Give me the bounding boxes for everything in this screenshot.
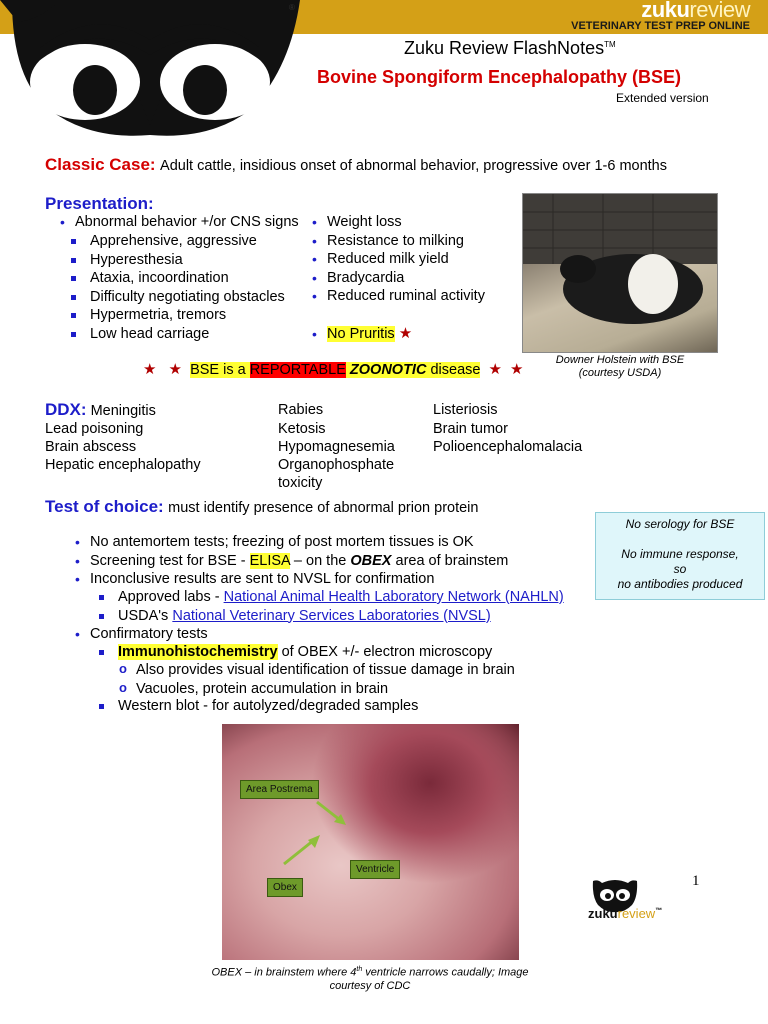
table-cell: Brain abscess — [45, 439, 137, 455]
note-spacer — [596, 532, 764, 547]
b2-pre: Screening test for BSE - — [90, 552, 246, 569]
ihc-text: Immunohistochemistry — [118, 644, 278, 660]
nvsl-link[interactable]: National Veterinary Services Laboratories (NVSL) — [172, 607, 491, 624]
brand-block — [571, 0, 750, 33]
table-cell — [45, 401, 278, 420]
table-cell: Polioencephalomalacia — [433, 439, 583, 455]
table-cell: Organophosphate toxicity — [278, 457, 395, 491]
list-item: • Reduced ruminal activity — [327, 287, 517, 306]
caption-line: (courtesy USDA) — [578, 367, 662, 379]
classic-case-text: Adult cattle, insidious onset of abnormal behavior, progressive over 1-6 months — [160, 158, 668, 174]
list-item: o Vacuoles, protein accumulation in brain — [136, 680, 586, 699]
list-item: • No antemortem tests; freezing of post mortem tissues is OK — [90, 533, 590, 552]
footer-zuku: zuku — [588, 906, 618, 921]
list-item — [90, 552, 590, 571]
reportable-part4: disease — [430, 362, 481, 378]
registered-mark: ® — [289, 3, 295, 12]
note-line: No immune response, — [621, 547, 739, 561]
note-line: No serology for BSE — [625, 517, 735, 531]
footer-review: review — [617, 906, 656, 921]
list-item — [118, 588, 598, 607]
label-area-postrema: Area Postrema — [240, 780, 319, 799]
elisa-text: ELISA — [249, 552, 290, 569]
caption2-post: ventricle narrows caudally; Image — [365, 966, 529, 979]
star-icon: ★ — [510, 361, 524, 378]
note-line: so — [673, 562, 687, 576]
star-icon: ★ — [143, 361, 157, 378]
brand-logo — [571, 0, 750, 20]
star-icon: ★ — [488, 361, 502, 378]
brand-zuku: zuku — [641, 0, 690, 22]
ddx-section — [45, 401, 582, 492]
star-icon: ★ — [398, 325, 413, 342]
list-item: Difficulty negotiating obstacles — [90, 288, 320, 307]
caption-line: Downer Holstein with BSE — [555, 354, 685, 366]
confirm-sub-list — [118, 643, 588, 662]
ddx-table — [45, 401, 582, 492]
b3a-pre: Approved labs - — [118, 589, 220, 605]
label-ventricle: Ventricle — [350, 860, 400, 879]
presentation-sub-list — [90, 232, 320, 343]
classic-case — [45, 155, 667, 176]
footer-brand — [588, 906, 662, 921]
list-item: Western blot - for autolyzed/degraded samples — [118, 697, 568, 716]
test-text: must identify presence of abnormal prion protein — [168, 500, 479, 516]
list-item: • Abnormal behavior +/or CNS signs — [75, 213, 315, 232]
presentation-left-list — [75, 213, 315, 232]
caption2-sup: th — [356, 966, 363, 973]
b2-mid: – on the — [293, 552, 347, 569]
list-item: • Confirmatory tests — [90, 625, 208, 644]
list-item: Ataxia, incoordination — [90, 269, 320, 288]
list-item: • Inconclusive results are sent to NVSL for confirmation — [90, 570, 590, 589]
table-cell: Lead poisoning — [45, 421, 144, 437]
list-item: • Weight loss — [327, 213, 517, 232]
ihc-detail-list — [136, 661, 586, 698]
brand-review: review — [689, 0, 750, 22]
obex-caption — [205, 963, 535, 993]
ihc-post: of OBEX +/- electron microscopy — [281, 644, 493, 660]
reportable-text — [190, 362, 480, 378]
table-row — [45, 401, 582, 420]
star-icon: ★ — [168, 361, 182, 378]
list-item — [118, 643, 588, 662]
label-obex: Obex — [267, 878, 303, 897]
classic-case-label: Classic Case: — [45, 155, 156, 174]
list-item — [327, 325, 412, 344]
no-pruritis — [327, 325, 412, 344]
table-cell: Ketosis — [278, 421, 326, 437]
list-item: • Reduced milk yield — [327, 250, 517, 269]
serology-note — [595, 512, 765, 600]
footer-logo — [588, 877, 683, 932]
obex-photo — [222, 724, 519, 960]
version-label: Extended version — [616, 91, 709, 105]
list-item: • Resistance to milking — [327, 232, 517, 251]
nahln-link[interactable]: National Animal Health Laboratory Network (NAHLN) — [223, 589, 564, 605]
zoonotic-word: ZOONOTIC — [349, 362, 427, 378]
cow-photo-caption — [540, 354, 700, 380]
caption2-pre: OBEX – in brainstem where 4 — [211, 966, 357, 979]
trademark-mark: TM — [604, 40, 616, 49]
b3b-pre: USDA's — [118, 607, 169, 624]
footer-tm: ™ — [655, 907, 663, 915]
western-list — [118, 697, 568, 716]
b2-post: area of brainstem — [395, 552, 509, 569]
table-cell — [433, 456, 582, 492]
table-cell: Brain tumor — [433, 421, 508, 437]
list-item: Low head carriage — [90, 325, 320, 344]
reportable-banner — [143, 361, 523, 380]
no-pruritis-text: No Pruritis — [327, 326, 395, 342]
list-item: o Also provides visual identification of tissue damage in brain — [136, 661, 586, 680]
page-title — [404, 38, 616, 59]
obex-arrows — [222, 724, 519, 960]
owl-logo-icon — [0, 0, 300, 140]
ddx-label: DDX: — [45, 400, 87, 419]
list-item — [118, 607, 598, 626]
page-number: 1 — [692, 873, 700, 889]
list-item: Hyperesthesia — [90, 251, 320, 270]
cow-photo — [522, 193, 718, 353]
reportable-part1: BSE is a — [190, 362, 246, 378]
note-line: no antibodies produced — [617, 577, 743, 591]
caption-line — [205, 963, 535, 980]
test-of-choice — [45, 497, 478, 518]
obex-text: OBEX — [350, 552, 392, 569]
list-item: Apprehensive, aggressive — [90, 232, 320, 251]
table-row — [45, 438, 582, 456]
test-list — [90, 533, 590, 589]
list-item: Hypermetria, tremors — [90, 306, 320, 325]
labs-list — [118, 588, 598, 625]
table-row — [45, 456, 582, 492]
caption-line: courtesy of CDC — [329, 979, 411, 992]
table-cell: Hepatic encephalopathy — [45, 457, 201, 473]
cow-photo-image — [523, 194, 717, 352]
confirm-list — [90, 625, 208, 644]
page-subtitle: Bovine Spongiform Encephalopathy (BSE) — [317, 67, 682, 87]
table-cell: Listeriosis — [433, 402, 498, 418]
presentation-right-list — [327, 213, 517, 306]
table-cell: Hypomagnesemia — [278, 439, 395, 455]
list-item: • Bradycardia — [327, 269, 517, 288]
presentation-heading: Presentation: — [45, 194, 154, 213]
page-title-text: Zuku Review FlashNotes — [404, 38, 605, 58]
brand-tagline: VETERINARY TEST PREP ONLINE — [571, 20, 750, 32]
reportable-word: REPORTABLE — [249, 362, 346, 378]
table-row — [45, 420, 582, 438]
ddx-item: Meningitis — [90, 403, 156, 419]
table-cell: Rabies — [278, 402, 324, 418]
test-label: Test of choice: — [45, 497, 164, 516]
